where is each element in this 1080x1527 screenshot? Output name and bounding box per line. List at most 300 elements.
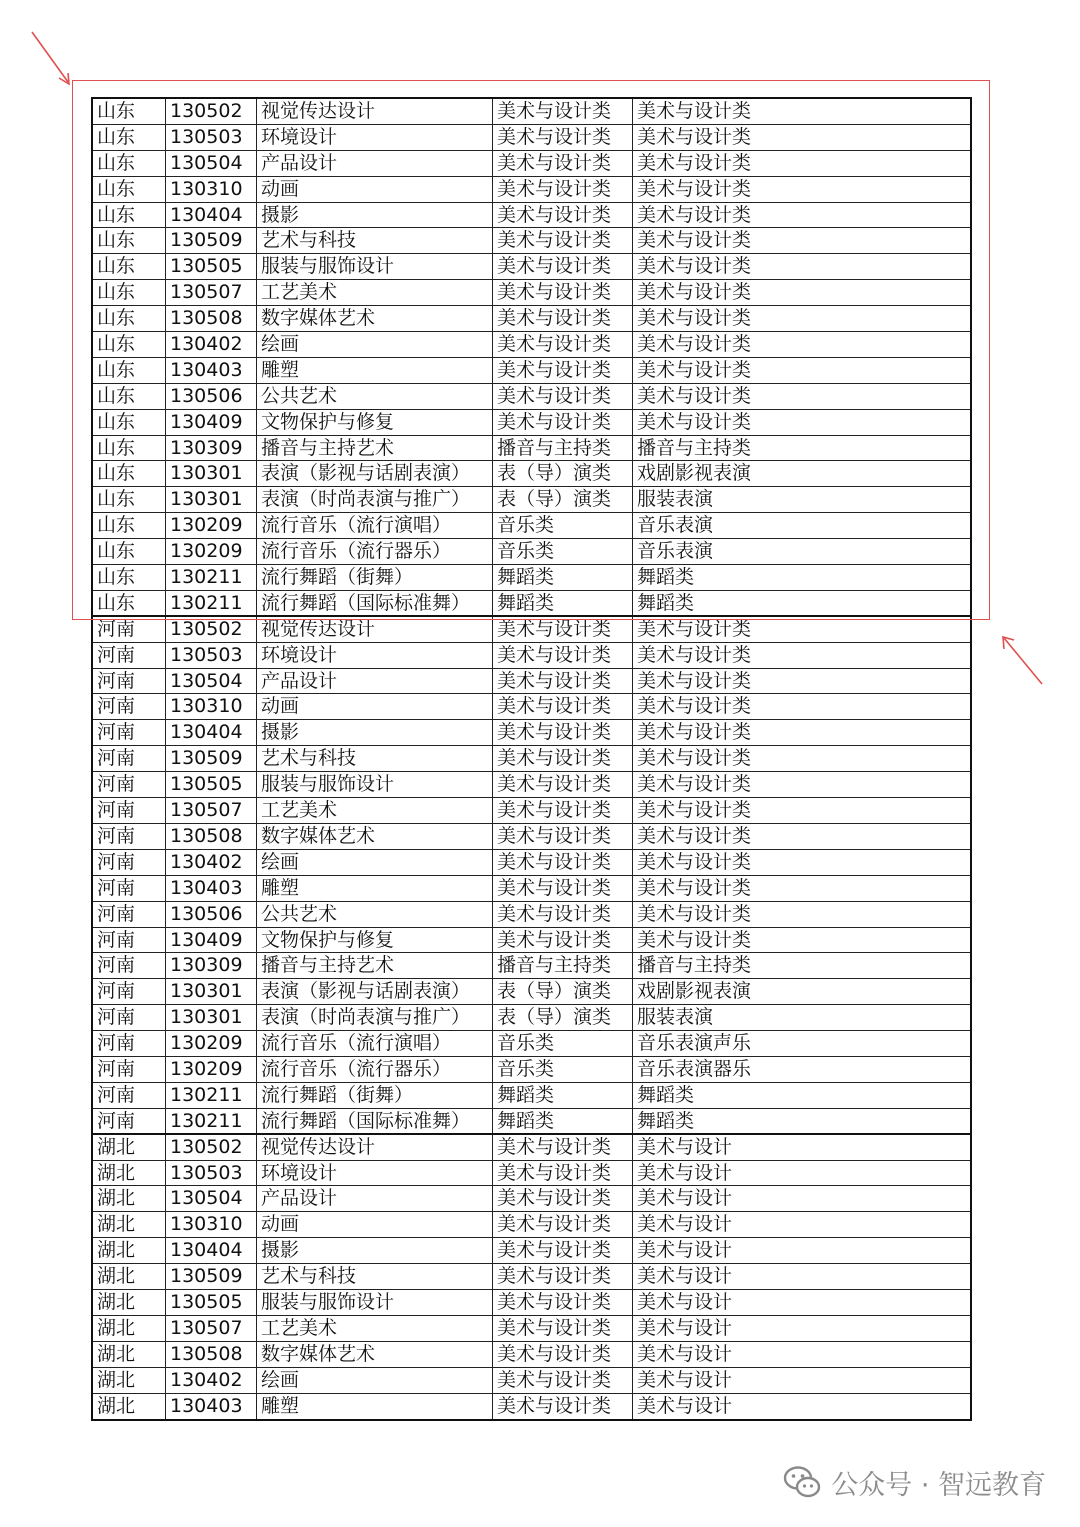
table-row [93, 1135, 970, 1161]
table-row [93, 591, 970, 617]
subcategory-cell: 音乐表演 [637, 540, 714, 563]
code-cell: 130502 [166, 617, 257, 642]
province-cell: 河南 [93, 1031, 166, 1056]
subcategory-cell: 美术与设计类 [637, 850, 752, 873]
province-cell: 河南 [93, 902, 166, 927]
top-left-arrow-icon [28, 28, 76, 90]
major-name-cell: 流行音乐（流行器乐） [257, 1057, 493, 1082]
province-cell: 山东 [93, 565, 166, 590]
province-cell: 河南 [93, 928, 166, 953]
wechat-icon [783, 1465, 821, 1499]
province-cell: 湖北 [93, 1290, 166, 1315]
table-row [93, 1083, 970, 1109]
table-row [93, 1057, 970, 1083]
province-cell: 湖北 [93, 1161, 166, 1186]
category-cell: 美术与设计类 [493, 643, 633, 668]
subcategory-cell: 美术与设计类 [637, 203, 752, 226]
province-cell: 山东 [93, 306, 166, 331]
code-cell: 130409 [166, 410, 257, 435]
code-cell: 130211 [166, 1109, 257, 1133]
major-name-cell: 雕塑 [257, 358, 493, 383]
table-row [93, 254, 970, 280]
code-cell: 130310 [166, 1212, 257, 1237]
major-name-cell: 公共艺术 [257, 384, 493, 409]
table-row [93, 125, 970, 151]
table-row [93, 177, 970, 203]
code-cell: 130503 [166, 125, 257, 150]
category-cell: 美术与设计类 [493, 1394, 633, 1420]
table-row [93, 979, 970, 1005]
category-cell: 美术与设计类 [493, 358, 633, 383]
major-name-cell: 表演（时尚表演与推广） [257, 487, 493, 512]
province-cell: 山东 [93, 384, 166, 409]
category-cell: 美术与设计类 [493, 876, 633, 901]
major-name-cell: 数字媒体艺术 [257, 1342, 493, 1367]
table-row [93, 1031, 970, 1057]
code-cell: 130403 [166, 876, 257, 901]
code-cell: 130301 [166, 979, 257, 1004]
subcategory-cell: 美术与设计 [637, 1368, 733, 1391]
code-cell: 130404 [166, 1238, 257, 1263]
table-row [93, 99, 970, 125]
province-cell: 山东 [93, 410, 166, 435]
major-name-cell: 流行舞蹈（国际标准舞） [257, 591, 493, 615]
code-cell: 130211 [166, 591, 257, 615]
code-cell: 130505 [166, 772, 257, 797]
major-name-cell: 文物保护与修复 [257, 928, 493, 953]
province-cell: 河南 [93, 772, 166, 797]
major-name-cell: 工艺美术 [257, 798, 493, 823]
table-row [93, 1109, 970, 1135]
table-row [93, 1238, 970, 1264]
table-row [93, 902, 970, 928]
province-cell: 山东 [93, 487, 166, 512]
subcategory-cell: 美术与设计 [637, 1342, 733, 1365]
major-name-cell: 环境设计 [257, 125, 493, 150]
table-row [93, 461, 970, 487]
major-name-cell: 摄影 [257, 203, 493, 228]
subcategory-cell: 舞蹈类 [637, 591, 695, 614]
code-cell: 130508 [166, 1342, 257, 1367]
subcategory-cell: 美术与设计类 [637, 307, 752, 330]
major-name-cell: 数字媒体艺术 [257, 306, 493, 331]
subcategory-cell: 美术与设计类 [637, 773, 752, 796]
code-cell: 130504 [166, 669, 257, 694]
category-cell: 美术与设计类 [493, 151, 633, 176]
province-cell: 湖北 [93, 1212, 166, 1237]
category-cell: 美术与设计类 [493, 746, 633, 771]
code-cell: 130309 [166, 436, 257, 461]
code-cell: 130209 [166, 1057, 257, 1082]
code-cell: 130503 [166, 643, 257, 668]
table-row [93, 539, 970, 565]
major-name-cell: 动画 [257, 694, 493, 719]
code-cell: 130509 [166, 1264, 257, 1289]
province-cell: 山东 [93, 228, 166, 253]
province-cell: 河南 [93, 979, 166, 1004]
province-cell: 河南 [93, 669, 166, 694]
category-cell: 美术与设计类 [493, 772, 633, 797]
code-cell: 130502 [166, 1135, 257, 1160]
category-cell: 表（导）演类 [493, 1005, 633, 1030]
province-cell: 湖北 [93, 1394, 166, 1420]
subcategory-cell: 美术与设计类 [637, 229, 752, 252]
province-cell: 湖北 [93, 1135, 166, 1160]
code-cell: 130310 [166, 694, 257, 719]
major-name-cell: 摄影 [257, 720, 493, 745]
code-cell: 130211 [166, 1083, 257, 1108]
major-name-cell: 数字媒体艺术 [257, 824, 493, 849]
major-name-cell: 视觉传达设计 [257, 1135, 493, 1160]
category-cell: 美术与设计类 [493, 798, 633, 823]
major-name-cell: 艺术与科技 [257, 228, 493, 253]
category-cell: 美术与设计类 [493, 850, 633, 875]
table-row [93, 358, 970, 384]
major-name-cell: 流行音乐（流行演唱） [257, 513, 493, 538]
table-row [93, 850, 970, 876]
table-row [93, 1342, 970, 1368]
category-cell: 美术与设计类 [493, 1316, 633, 1341]
subcategory-cell: 美术与设计类 [637, 643, 752, 666]
category-cell: 美术与设计类 [493, 1368, 633, 1393]
code-cell: 130301 [166, 487, 257, 512]
table-row [93, 565, 970, 591]
category-cell: 美术与设计类 [493, 125, 633, 150]
major-name-cell: 摄影 [257, 1238, 493, 1263]
subcategory-cell: 美术与设计类 [637, 410, 752, 433]
category-cell: 美术与设计类 [493, 1186, 633, 1211]
subcategory-cell: 播音与主持类 [637, 436, 752, 459]
province-cell: 湖北 [93, 1238, 166, 1263]
code-cell: 130404 [166, 203, 257, 228]
code-cell: 130505 [166, 1290, 257, 1315]
major-name-cell: 产品设计 [257, 1186, 493, 1211]
subcategory-cell: 美术与设计类 [637, 721, 752, 744]
province-cell: 山东 [93, 280, 166, 305]
major-name-cell: 绘画 [257, 850, 493, 875]
province-cell: 山东 [93, 436, 166, 461]
subcategory-cell: 美术与设计类 [637, 747, 752, 770]
code-cell: 130503 [166, 1161, 257, 1186]
table-row [93, 1212, 970, 1238]
code-cell: 130403 [166, 358, 257, 383]
table-row [93, 280, 970, 306]
province-cell: 河南 [93, 694, 166, 719]
code-cell: 130505 [166, 254, 257, 279]
category-cell: 美术与设计类 [493, 228, 633, 253]
subcategory-cell: 美术与设计类 [637, 876, 752, 899]
major-name-cell: 服装与服饰设计 [257, 254, 493, 279]
province-cell: 湖北 [93, 1264, 166, 1289]
subcategory-cell: 音乐表演 [637, 514, 714, 537]
major-name-cell: 视觉传达设计 [257, 617, 493, 642]
code-cell: 130402 [166, 1368, 257, 1393]
major-name-cell: 播音与主持艺术 [257, 953, 493, 978]
province-cell: 湖北 [93, 1368, 166, 1393]
subcategory-cell: 美术与设计类 [637, 281, 752, 304]
table-row [93, 1316, 970, 1342]
subcategory-cell: 美术与设计类 [637, 151, 752, 174]
subcategory-cell: 美术与设计 [637, 1394, 733, 1417]
province-cell: 河南 [93, 953, 166, 978]
major-name-cell: 服装与服饰设计 [257, 772, 493, 797]
category-cell: 美术与设计类 [493, 332, 633, 357]
category-cell: 音乐类 [493, 513, 633, 538]
major-name-cell: 环境设计 [257, 643, 493, 668]
code-cell: 130209 [166, 513, 257, 538]
table-row [93, 1368, 970, 1394]
province-cell: 山东 [93, 177, 166, 202]
code-cell: 130502 [166, 99, 257, 124]
major-table [91, 97, 972, 1421]
code-cell: 130211 [166, 565, 257, 590]
category-cell: 播音与主持类 [493, 953, 633, 978]
major-name-cell: 动画 [257, 1212, 493, 1237]
table-row [93, 720, 970, 746]
major-name-cell: 表演（影视与话剧表演） [257, 461, 493, 486]
code-cell: 130301 [166, 461, 257, 486]
province-cell: 河南 [93, 1109, 166, 1133]
table-row [93, 772, 970, 798]
code-cell: 130506 [166, 902, 257, 927]
code-cell: 130509 [166, 228, 257, 253]
code-cell: 130209 [166, 1031, 257, 1056]
category-cell: 美术与设计类 [493, 824, 633, 849]
code-cell: 130504 [166, 1186, 257, 1211]
category-cell: 美术与设计类 [493, 1135, 633, 1160]
subcategory-cell: 美术与设计类 [637, 799, 752, 822]
subcategory-cell: 美术与设计 [637, 1265, 733, 1288]
category-cell: 舞蹈类 [493, 591, 633, 615]
major-name-cell: 服装与服饰设计 [257, 1290, 493, 1315]
major-name-cell: 播音与主持艺术 [257, 436, 493, 461]
category-cell: 美术与设计类 [493, 254, 633, 279]
category-cell: 美术与设计类 [493, 384, 633, 409]
province-cell: 山东 [93, 151, 166, 176]
subcategory-cell: 美术与设计 [637, 1161, 733, 1184]
subcategory-cell: 舞蹈类 [637, 1109, 695, 1132]
province-cell: 山东 [93, 358, 166, 383]
major-name-cell: 流行音乐（流行器乐） [257, 539, 493, 564]
table-row [93, 513, 970, 539]
subcategory-cell: 服装表演 [637, 488, 714, 511]
table-row [93, 953, 970, 979]
category-cell: 美术与设计类 [493, 203, 633, 228]
province-cell: 河南 [93, 1083, 166, 1108]
table-row [93, 746, 970, 772]
province-cell: 河南 [93, 643, 166, 668]
code-cell: 130309 [166, 953, 257, 978]
category-cell: 音乐类 [493, 539, 633, 564]
major-name-cell: 流行舞蹈（街舞） [257, 1083, 493, 1108]
province-cell: 河南 [93, 850, 166, 875]
province-cell: 山东 [93, 591, 166, 615]
table-row [93, 643, 970, 669]
major-name-cell: 流行音乐（流行演唱） [257, 1031, 493, 1056]
table-row [93, 384, 970, 410]
major-name-cell: 绘画 [257, 1368, 493, 1393]
category-cell: 美术与设计类 [493, 1290, 633, 1315]
code-cell: 130404 [166, 720, 257, 745]
major-name-cell: 文物保护与修复 [257, 410, 493, 435]
bottom-right-arrow-icon [998, 632, 1046, 688]
table-row [93, 824, 970, 850]
subcategory-cell: 美术与设计 [637, 1187, 733, 1210]
province-cell: 山东 [93, 203, 166, 228]
category-cell: 美术与设计类 [493, 306, 633, 331]
province-cell: 山东 [93, 125, 166, 150]
major-name-cell: 产品设计 [257, 151, 493, 176]
category-cell: 播音与主持类 [493, 436, 633, 461]
major-name-cell: 环境设计 [257, 1161, 493, 1186]
category-cell: 音乐类 [493, 1057, 633, 1082]
code-cell: 130402 [166, 332, 257, 357]
table-row [93, 332, 970, 358]
table-row [93, 151, 970, 177]
code-cell: 130507 [166, 1316, 257, 1341]
category-cell: 美术与设计类 [493, 928, 633, 953]
subcategory-cell: 美术与设计 [637, 1316, 733, 1339]
major-name-cell: 工艺美术 [257, 280, 493, 305]
category-cell: 美术与设计类 [493, 280, 633, 305]
table-row [93, 876, 970, 902]
subcategory-cell: 音乐表演声乐 [637, 1032, 752, 1055]
table-row [93, 487, 970, 513]
subcategory-cell: 美术与设计 [637, 1213, 733, 1236]
table-row [93, 306, 970, 332]
subcategory-cell: 舞蹈类 [637, 566, 695, 589]
subcategory-cell: 美术与设计类 [637, 125, 752, 148]
category-cell: 音乐类 [493, 1031, 633, 1056]
code-cell: 130507 [166, 798, 257, 823]
category-cell: 舞蹈类 [493, 565, 633, 590]
major-name-cell: 视觉传达设计 [257, 99, 493, 124]
subcategory-cell: 美术与设计类 [637, 824, 752, 847]
major-name-cell: 表演（时尚表演与推广） [257, 1005, 493, 1030]
code-cell: 130301 [166, 1005, 257, 1030]
category-cell: 美术与设计类 [493, 99, 633, 124]
category-cell: 表（导）演类 [493, 979, 633, 1004]
subcategory-cell: 美术与设计类 [637, 617, 752, 640]
province-cell: 河南 [93, 1057, 166, 1082]
subcategory-cell: 美术与设计类 [637, 902, 752, 925]
major-name-cell: 流行舞蹈（街舞） [257, 565, 493, 590]
major-name-cell: 流行舞蹈（国际标准舞） [257, 1109, 493, 1133]
subcategory-cell: 音乐表演器乐 [637, 1057, 752, 1080]
province-cell: 山东 [93, 513, 166, 538]
category-cell: 美术与设计类 [493, 902, 633, 927]
major-name-cell: 动画 [257, 177, 493, 202]
province-cell: 河南 [93, 798, 166, 823]
category-cell: 美术与设计类 [493, 669, 633, 694]
code-cell: 130507 [166, 280, 257, 305]
category-cell: 美术与设计类 [493, 410, 633, 435]
subcategory-cell: 美术与设计类 [637, 255, 752, 278]
code-cell: 130504 [166, 151, 257, 176]
subcategory-cell: 美术与设计类 [637, 928, 752, 951]
table-row [93, 798, 970, 824]
major-name-cell: 艺术与科技 [257, 1264, 493, 1289]
province-cell: 湖北 [93, 1342, 166, 1367]
major-name-cell: 雕塑 [257, 876, 493, 901]
watermark [783, 1462, 1046, 1502]
subcategory-cell: 美术与设计 [637, 1290, 733, 1313]
category-cell: 舞蹈类 [493, 1109, 633, 1133]
category-cell: 美术与设计类 [493, 1264, 633, 1289]
category-cell: 美术与设计类 [493, 1238, 633, 1263]
province-cell: 河南 [93, 1005, 166, 1030]
code-cell: 130508 [166, 824, 257, 849]
province-cell: 山东 [93, 461, 166, 486]
subcategory-cell: 戏剧影视表演 [637, 980, 752, 1003]
subcategory-cell: 美术与设计类 [637, 333, 752, 356]
province-cell: 山东 [93, 99, 166, 124]
code-cell: 130506 [166, 384, 257, 409]
table-row [93, 410, 970, 436]
code-cell: 130402 [166, 850, 257, 875]
code-cell: 130409 [166, 928, 257, 953]
province-cell: 河南 [93, 824, 166, 849]
province-cell: 河南 [93, 876, 166, 901]
table-row [93, 617, 970, 643]
code-cell: 130509 [166, 746, 257, 771]
code-cell: 130209 [166, 539, 257, 564]
table-row [93, 694, 970, 720]
category-cell: 美术与设计类 [493, 720, 633, 745]
table-row [93, 228, 970, 254]
subcategory-cell: 美术与设计类 [637, 695, 752, 718]
table-row [93, 1394, 970, 1420]
province-cell: 河南 [93, 617, 166, 642]
category-cell: 美术与设计类 [493, 1342, 633, 1367]
table-row [93, 1290, 970, 1316]
subcategory-cell: 美术与设计类 [637, 100, 752, 122]
major-name-cell: 表演（影视与话剧表演） [257, 979, 493, 1004]
major-name-cell: 公共艺术 [257, 902, 493, 927]
subcategory-cell: 美术与设计 [637, 1135, 733, 1158]
table-row [93, 1005, 970, 1031]
major-name-cell: 雕塑 [257, 1394, 493, 1420]
table-row [93, 1161, 970, 1187]
province-cell: 山东 [93, 539, 166, 564]
province-cell: 湖北 [93, 1316, 166, 1341]
province-cell: 山东 [93, 332, 166, 357]
category-cell: 舞蹈类 [493, 1083, 633, 1108]
code-cell: 130310 [166, 177, 257, 202]
subcategory-cell: 服装表演 [637, 1006, 714, 1029]
province-cell: 河南 [93, 720, 166, 745]
major-name-cell: 绘画 [257, 332, 493, 357]
code-cell: 130508 [166, 306, 257, 331]
major-name-cell: 艺术与科技 [257, 746, 493, 771]
table-row [93, 436, 970, 462]
table-row [93, 928, 970, 954]
province-cell: 湖北 [93, 1186, 166, 1211]
category-cell: 美术与设计类 [493, 1161, 633, 1186]
table-row [93, 203, 970, 229]
subcategory-cell: 美术与设计 [637, 1239, 733, 1262]
major-name-cell: 产品设计 [257, 669, 493, 694]
code-cell: 130403 [166, 1394, 257, 1420]
category-cell: 美术与设计类 [493, 694, 633, 719]
category-cell: 表（导）演类 [493, 487, 633, 512]
table-row [93, 1186, 970, 1212]
province-cell: 山东 [93, 254, 166, 279]
subcategory-cell: 舞蹈类 [637, 1083, 695, 1106]
subcategory-cell: 播音与主持类 [637, 954, 752, 977]
subcategory-cell: 美术与设计类 [637, 358, 752, 381]
subcategory-cell: 美术与设计类 [637, 669, 752, 692]
